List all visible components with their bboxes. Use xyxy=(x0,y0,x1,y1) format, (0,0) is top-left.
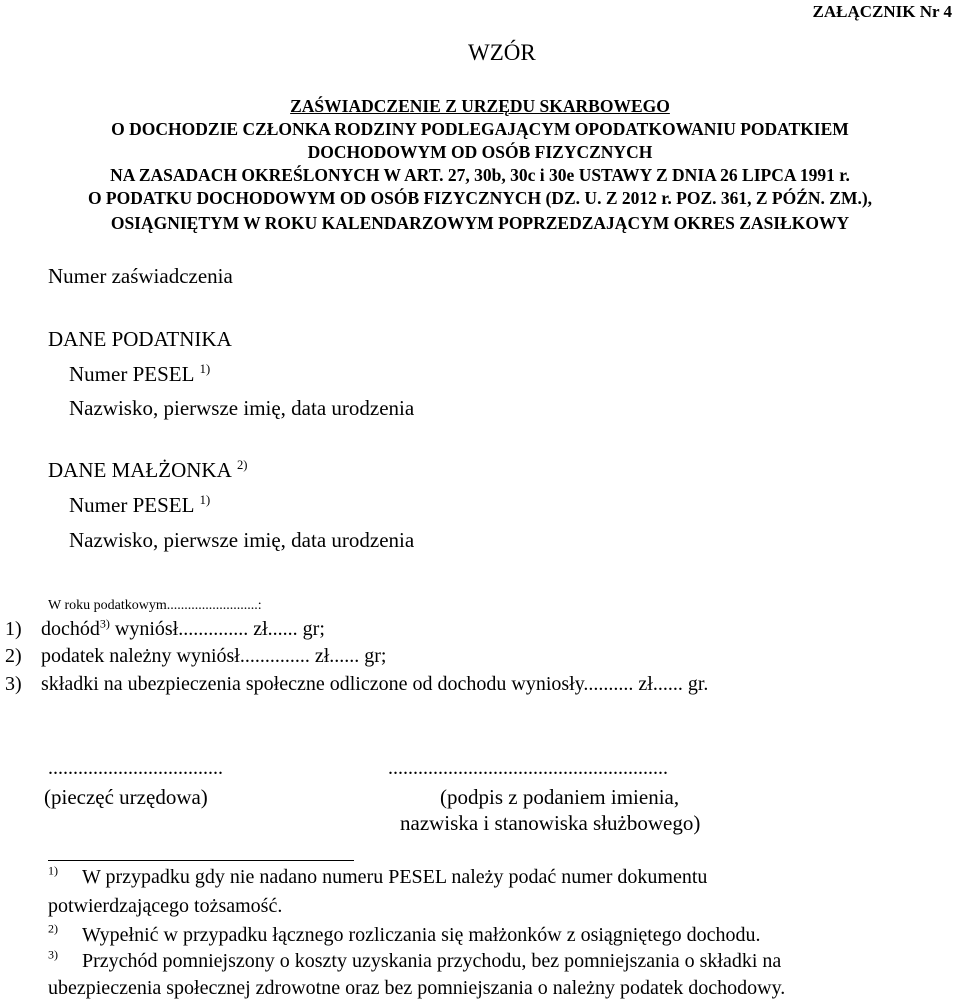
title-line: O PODATKU DOCHODOWYM OD OSÓB FIZYCZNYCH (DZ. U. Z 2012 r. POZ. 361, Z PÓŹN. ZM.), xyxy=(87,188,873,208)
taxpayer-heading: DANE PODATNIKA xyxy=(48,327,232,351)
stamp-dots: ................................... xyxy=(48,757,223,779)
taxpayer-pesel-label: Numer PESEL $^{1)}$ xyxy=(69,362,211,386)
annex-label: ZAŁĄCZNIK Nr 4 xyxy=(812,2,952,21)
footnote-ref: 3) xyxy=(99,616,110,631)
tax-year-label: W roku podatkowym..........................: xyxy=(48,598,262,613)
item-number: 2) xyxy=(5,645,22,667)
footnote-mark: 2) xyxy=(48,921,58,936)
footnote-1-continuation: potwierdzającego tożsamość. xyxy=(48,895,283,917)
footnote-1-text: W przypadku gdy nie nadano numeru PESEL należy podać numer dokumentu xyxy=(82,866,708,888)
title-line: O DOCHODZIE CZŁONKA RODZINY PODLEGAJĄCYM OPODATKOWANIU PODATKIEM xyxy=(111,119,849,139)
spouse-heading: DANE MAŁŻONKA $^{2)}$ xyxy=(48,458,248,482)
footnote-mark: 3) xyxy=(48,947,58,962)
footnote-3-text: Przychód pomniejszony o koszty uzyskania przychodu, bez pomniejszania o składki na xyxy=(82,950,782,972)
social-contributions-item: składki na ubezpieczenia społeczne odliczone od dochodu wyniosły.......... zł...... gr. xyxy=(41,673,709,695)
spouse-pesel-label: Numer PESEL $^{1)}$ xyxy=(69,493,211,517)
item-number: 1) xyxy=(5,618,22,640)
footnote-3 xyxy=(48,949,58,972)
title-line: NA ZASADACH OKREŚLONYCH W ART. 27, 30b, 30c i 30e USTAWY Z DNIA 26 LIPCA 1991 r. xyxy=(110,165,850,185)
footnote-ref: 1) xyxy=(199,362,211,376)
footnote-2 xyxy=(48,923,58,946)
taxpayer-name-label: Nazwisko, pierwsze imię, data urodzenia xyxy=(69,396,415,420)
title-line: DOCHODOWYM OD OSÓB FIZYCZNYCH xyxy=(307,142,653,162)
footnote-2-text: Wypełnić w przypadku łącznego rozliczania się małżonków z osiągniętego dochodu. xyxy=(82,924,761,946)
document-title: ZAŚWIADCZENIE Z URZĘDU SKARBOWEGO xyxy=(290,96,670,116)
item-number: 3) xyxy=(5,673,22,695)
tax-due-item: podatek należny wyniósł.............. zł...... gr; xyxy=(41,645,387,667)
footnote-ref: 1) xyxy=(199,493,211,507)
signature-dots: ........................................................ xyxy=(388,757,668,779)
income-item: dochód$^{3)}$ wyniósł.............. zł...... gr; xyxy=(41,616,325,640)
footnote-1 xyxy=(48,865,58,888)
footnote-3-continuation: ubezpieczenia społecznej zdrowotne oraz bez pomniejszania o należny podatek dochodowy. xyxy=(48,977,786,999)
signature-label-line2: nazwiska i stanowiska służbowego) xyxy=(400,811,701,835)
footnote-mark: 1) xyxy=(48,863,58,878)
certificate-number-label: Numer zaświadczenia xyxy=(48,264,233,288)
title-line: OSIĄGNIĘTYM W ROKU KALENDARZOWYM POPRZEDZAJĄCYM OKRES ZASIŁKOWY xyxy=(110,213,850,233)
footnote-separator xyxy=(48,860,354,861)
template-label: WZÓR xyxy=(468,40,536,65)
spouse-name-label: Nazwisko, pierwsze imię, data urodzenia xyxy=(69,528,415,552)
signature-label-line1: (podpis z podaniem imienia, xyxy=(440,785,680,809)
official-stamp-label: (pieczęć urzędowa) xyxy=(44,785,208,809)
footnote-ref: 2) xyxy=(236,458,248,472)
